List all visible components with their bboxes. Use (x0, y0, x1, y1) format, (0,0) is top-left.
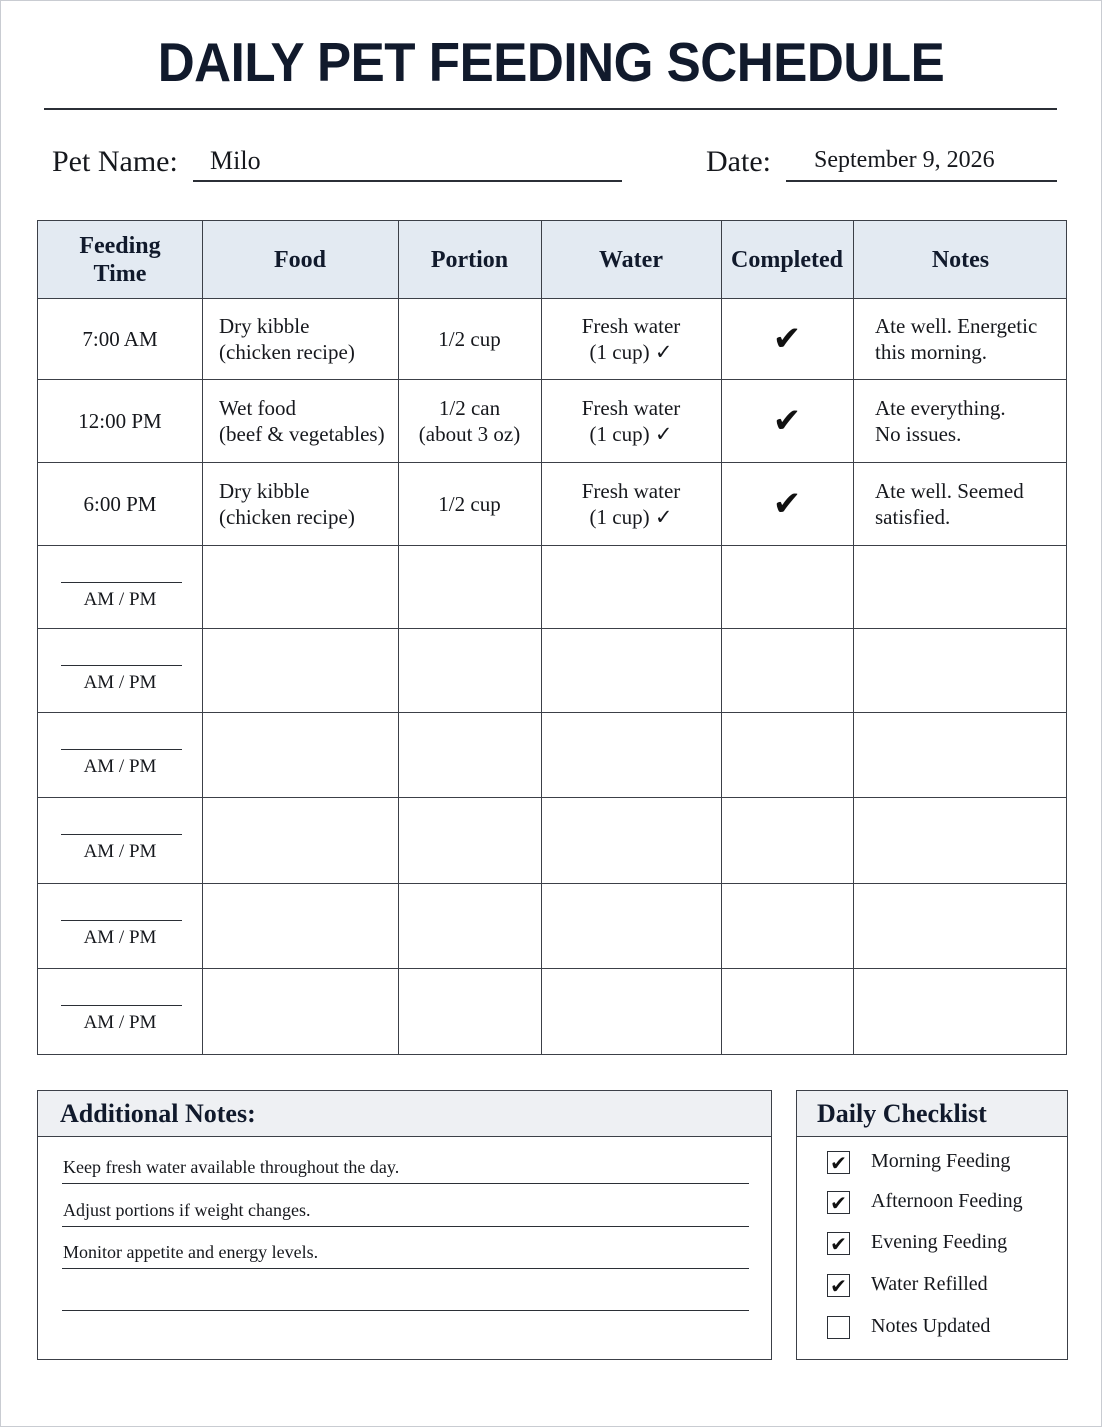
table-cell-portion-text: 1/2 can (about 3 oz) (418, 395, 521, 446)
table-cell-water-text: Fresh water (1 cup) ✓ (581, 395, 681, 446)
note-writing-line[interactable] (62, 1226, 749, 1227)
checklist-checkbox[interactable] (827, 1191, 850, 1214)
time-blank-line[interactable] (61, 749, 182, 750)
table-cell-completed-text: ✔ (772, 400, 802, 441)
am-pm-label: AM / PM (83, 927, 157, 948)
header-feeding-time-text: Feeding Time (79, 232, 161, 287)
table-cell-notes[interactable] (853, 462, 1068, 545)
table-cell-water[interactable] (541, 462, 721, 545)
empty-table-cell[interactable] (853, 968, 1068, 1054)
checklist-checkbox[interactable] (827, 1316, 850, 1339)
header-water (541, 221, 721, 298)
empty-table-cell[interactable] (853, 545, 1068, 628)
empty-table-cell[interactable] (398, 797, 541, 883)
header-water-text: Water (599, 246, 663, 273)
table-cell-portion-text: 1/2 cup (438, 326, 501, 351)
date-field[interactable]: September 9, 2026 (814, 147, 995, 173)
empty-table-cell[interactable] (202, 712, 398, 797)
date-label: Date: (706, 145, 771, 178)
empty-table-cell[interactable] (853, 797, 1068, 883)
table-cell-completed-text: ✔ (772, 318, 802, 359)
checklist-item-label: Afternoon Feeding (871, 1190, 1023, 1212)
empty-table-cell[interactable] (398, 545, 541, 628)
empty-table-cell[interactable] (721, 712, 853, 797)
empty-table-cell[interactable] (721, 883, 853, 968)
note-line-text: Keep fresh water available throughout the day. (63, 1157, 400, 1177)
empty-table-cell[interactable] (541, 545, 721, 628)
table-cell-portion-text: 1/2 cup (438, 491, 501, 516)
table-cell-notes-text: Ate everything. No issues. (875, 395, 1006, 446)
time-blank-line[interactable] (61, 665, 182, 666)
empty-table-cell[interactable] (202, 628, 398, 712)
am-pm-label: AM / PM (83, 841, 157, 862)
note-line-text: Monitor appetite and energy levels. (63, 1242, 319, 1262)
pet-name-underline (193, 180, 622, 182)
table-cell-completed-text: ✔ (772, 483, 802, 524)
table-cell-completed[interactable] (721, 298, 853, 379)
empty-table-cell[interactable] (202, 797, 398, 883)
empty-table-cell[interactable] (721, 545, 853, 628)
table-cell-portion[interactable] (398, 379, 541, 462)
empty-table-cell[interactable] (541, 712, 721, 797)
empty-table-cell[interactable] (541, 797, 721, 883)
table-cell-notes[interactable] (853, 379, 1068, 462)
empty-table-cell[interactable] (202, 883, 398, 968)
daily-checklist-box (796, 1090, 1068, 1360)
date-underline (786, 180, 1057, 182)
empty-table-cell[interactable] (398, 628, 541, 712)
empty-table-cell[interactable] (398, 712, 541, 797)
header-completed-text: Completed (731, 246, 843, 273)
am-pm-label: AM / PM (83, 756, 157, 777)
pet-name-label: Pet Name: (52, 145, 178, 178)
empty-table-cell[interactable] (541, 968, 721, 1054)
note-line-text: Adjust portions if weight changes. (63, 1200, 311, 1220)
am-pm-label: AM / PM (83, 1012, 157, 1033)
table-cell-water[interactable] (541, 379, 721, 462)
table-cell-food-text: Dry kibble (chicken recipe) (219, 478, 355, 529)
am-pm-label: AM / PM (83, 672, 157, 693)
time-blank-line[interactable] (61, 582, 182, 583)
checkmark-icon: ✔ (830, 1273, 847, 1298)
header-notes-text: Notes (931, 246, 990, 273)
checkmark-icon: ✔ (830, 1190, 847, 1215)
time-blank-line[interactable] (61, 920, 182, 921)
empty-table-cell[interactable] (853, 628, 1068, 712)
empty-table-cell[interactable] (541, 628, 721, 712)
time-blank-line[interactable] (61, 834, 182, 835)
table-cell-time[interactable] (38, 379, 202, 462)
table-cell-food[interactable] (202, 462, 398, 545)
header-portion (398, 221, 541, 298)
table-cell-time[interactable] (38, 462, 202, 545)
header-notes (853, 221, 1068, 298)
note-writing-line[interactable] (62, 1183, 749, 1184)
checklist-item-label: Evening Feeding (871, 1231, 1008, 1253)
empty-table-cell[interactable] (721, 968, 853, 1054)
table-cell-time[interactable] (38, 298, 202, 379)
table-cell-food-text: Dry kibble (chicken recipe) (219, 313, 355, 364)
table-cell-notes-text: Ate well. Seemed satisfied. (875, 478, 1024, 529)
page-title: DAILY PET FEEDING SCHEDULE (157, 31, 945, 93)
table-cell-portion[interactable] (398, 462, 541, 545)
table-cell-food[interactable] (202, 379, 398, 462)
empty-table-cell[interactable] (398, 968, 541, 1054)
header-feeding-time (38, 221, 202, 298)
table-cell-time-text: 7:00 AM (82, 326, 158, 351)
feeding-table (37, 220, 1067, 1055)
additional-notes-box (37, 1090, 772, 1360)
checkmark-icon: ✔ (830, 1231, 847, 1256)
checklist-checkbox[interactable] (827, 1232, 850, 1255)
note-writing-line[interactable] (62, 1268, 749, 1269)
empty-table-cell[interactable] (853, 712, 1068, 797)
empty-table-cell[interactable] (202, 968, 398, 1054)
empty-table-cell[interactable] (721, 797, 853, 883)
table-cell-food[interactable] (202, 298, 398, 379)
table-cell-completed[interactable] (721, 379, 853, 462)
table-cell-portion[interactable] (398, 298, 541, 379)
header-food-text: Food (273, 246, 326, 273)
table-cell-completed[interactable] (721, 462, 853, 545)
empty-table-cell[interactable] (721, 628, 853, 712)
daily-checklist-title: Daily Checklist (797, 1091, 1067, 1137)
checklist-item-label: Morning Feeding (871, 1150, 1011, 1172)
header-portion-text: Portion (430, 246, 509, 273)
checkmark-icon: ✔ (830, 1150, 847, 1175)
table-cell-water-text: Fresh water (1 cup) ✓ (581, 313, 681, 364)
checklist-checkbox[interactable] (827, 1274, 850, 1297)
checklist-checkbox[interactable] (827, 1151, 850, 1174)
pet-name-field[interactable]: Milo (210, 146, 261, 175)
table-cell-time-text: 12:00 PM (78, 408, 162, 433)
time-blank-line[interactable] (61, 1005, 182, 1006)
table-cell-water-text: Fresh water (1 cup) ✓ (581, 478, 681, 529)
checklist-item-label: Water Refilled (871, 1273, 988, 1295)
table-cell-water[interactable] (541, 298, 721, 379)
table-cell-time-text: 6:00 PM (83, 491, 157, 516)
header-food (202, 221, 398, 298)
table-cell-notes-text: Ate well. Energetic this morning. (875, 313, 1038, 364)
table-cell-food-text: Wet food (beef & vegetables) (219, 395, 385, 446)
title-divider (44, 108, 1057, 110)
empty-table-cell[interactable] (541, 883, 721, 968)
empty-table-cell[interactable] (853, 883, 1068, 968)
empty-table-cell[interactable] (398, 883, 541, 968)
checklist-item-label: Notes Updated (871, 1315, 991, 1337)
table-cell-notes[interactable] (853, 298, 1068, 379)
am-pm-label: AM / PM (83, 589, 157, 610)
note-writing-line[interactable] (62, 1310, 749, 1311)
empty-table-cell[interactable] (202, 545, 398, 628)
additional-notes-title: Additional Notes: (38, 1091, 771, 1137)
header-completed (721, 221, 853, 298)
